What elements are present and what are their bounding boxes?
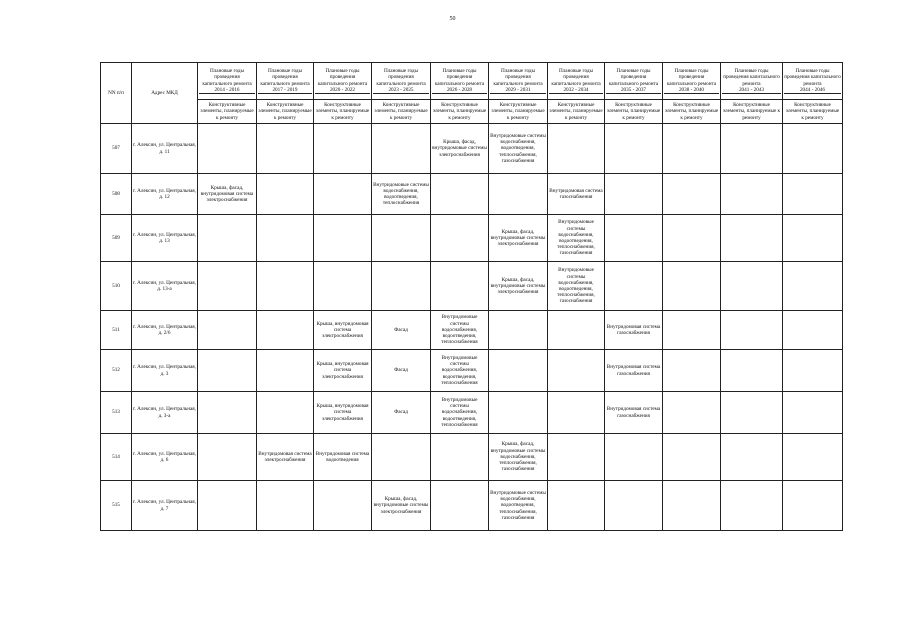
header-years-label: Плановые годы проведения капитального ремонта [723,68,780,87]
row-address: г. Алексин, ул. Центральная, д. 3-а [132,392,198,434]
header-period-range: 2014 - 2016 [199,87,255,94]
row-cell-period-7: Внутридомовая система газоснабжения [605,392,663,434]
row-cell-period-9 [721,481,783,531]
header-elements-label: Конструктивные элементы, планируемые к ремонту [257,100,314,124]
row-cell-period-3 [372,124,431,174]
row-cell-period-4: Внутридомовые системы водоснабжения, водоотведения, теплоснабжения [431,392,489,434]
row-cell-period-6 [548,481,605,531]
header-period-range: 2041 - 2043 [722,87,781,94]
table-row [101,350,843,392]
row-cell-period-10 [783,124,843,174]
header-period-4 [431,63,489,100]
row-address: г. Алексин, ул. Центральная, д. 13-а [132,262,198,311]
row-cell-period-1 [257,481,314,531]
table-row [101,262,843,311]
row-number: 512 [101,350,132,392]
header-period-range: 2044 - 2046 [784,87,841,94]
row-cell-period-1 [257,311,314,350]
header-elements-label: Конструктивные элементы, планируемые к ремонту [663,100,721,124]
row-number: 508 [101,174,132,215]
header-elements-label: Конструктивные элементы, планируемые к ремонту [721,100,783,124]
row-cell-period-8 [663,481,721,531]
row-address: г. Алексин, ул. Центральная, д. 2/6 [132,311,198,350]
row-cell-period-7 [605,262,663,311]
row-cell-period-1: Внутридомовая система электроснабжения [257,434,314,481]
header-years-label: Плановые годы проведения капитального ремонта [551,68,601,87]
row-cell-period-4 [431,262,489,311]
row-cell-period-8 [663,311,721,350]
header-period-range: 2020 - 2022 [315,87,370,94]
row-cell-period-6: Внутридомовая система газоснабжения [548,174,605,215]
row-cell-period-8 [663,215,721,262]
row-cell-period-8 [663,392,721,434]
row-cell-period-6: Внутридомовые системы водоснабжения, водоотведения, теплоснабжения, газоснабжения [548,215,605,262]
header-elements-label: Конструктивные элементы, планируемые к ремонту [431,100,489,124]
header-years-label: Плановые годы проведения капитального ремонта [317,68,368,87]
row-cell-period-2 [314,124,372,174]
row-number: 509 [101,215,132,262]
row-address: г. Алексин, ул. Центральная, д. 6 [132,434,198,481]
header-years-label: Плановые годы проведения капитального ремонта [434,68,485,87]
row-number: 510 [101,262,132,311]
row-address: г. Алексин, ул. Центральная, д. 12 [132,174,198,215]
row-cell-period-5: Крыша, фасад, внутридомовые системы электроснабжения [489,215,548,262]
table-row [101,215,843,262]
row-number: 515 [101,481,132,531]
header-period-range: 2017 - 2019 [258,87,312,94]
row-cell-period-0 [198,350,257,392]
header-period-2 [314,63,372,100]
row-cell-period-10 [783,434,843,481]
row-cell-period-3: Крыша, фасад, внутридомовые системы электроснабжения [372,481,431,531]
row-cell-period-8 [663,434,721,481]
row-cell-period-9 [721,311,783,350]
row-address: г. Алексин, ул. Центральная, д. 7 [132,481,198,531]
row-cell-period-4 [431,481,489,531]
row-cell-period-9 [721,262,783,311]
page-number: 50 [449,16,456,22]
header-period-range: 2035 - 2037 [606,87,661,94]
row-cell-period-1 [257,392,314,434]
header-elements-label: Конструктивные элементы, планируемые к ремонту [783,100,843,124]
row-cell-period-2 [314,174,372,215]
row-cell-period-10 [783,174,843,215]
row-cell-period-1 [257,350,314,392]
row-cell-period-2 [314,262,372,311]
row-cell-period-0: Крыша, фасад, внутридомовая система электроснабжения [198,174,257,215]
row-number: 514 [101,434,132,481]
row-cell-period-0 [198,262,257,311]
row-cell-period-5: Крыша, фасад, внутридомовые системы электроснабжения [489,262,548,311]
header-elements-label: Конструктивные элементы, планируемые к ремонту [548,100,605,124]
row-cell-period-2 [314,481,372,531]
table-row [101,174,843,215]
header-period-range: 2029 - 2031 [490,87,546,94]
capital-repair-schedule-table [100,62,843,531]
row-cell-period-10 [783,311,843,350]
row-cell-period-10 [783,215,843,262]
header-elements-label: Конструктивные элементы, планируемые к ремонту [489,100,548,124]
row-cell-period-7 [605,481,663,531]
header-period-6 [548,63,605,100]
row-cell-period-7 [605,174,663,215]
header-years-label: Плановые годы проведения капитального ремонта [784,68,841,87]
row-cell-period-4 [431,434,489,481]
row-cell-period-0 [198,434,257,481]
header-years-label: Плановые годы проведения капитального ремонта [666,68,717,87]
row-cell-period-6 [548,311,605,350]
row-cell-period-7 [605,434,663,481]
row-number: 511 [101,311,132,350]
row-cell-period-3: Фасад [372,311,431,350]
header-years-label: Плановые годы проведения капитального ремонта [260,68,310,87]
row-cell-period-9 [721,174,783,215]
row-cell-period-4 [431,174,489,215]
header-period-3 [372,63,431,100]
row-cell-period-5 [489,392,548,434]
row-cell-period-7: Внутридомовая система газоснабжения [605,350,663,392]
row-cell-period-9 [721,392,783,434]
row-cell-period-4: Крыша, фасад, внутридомовые системы электроснабжения [431,124,489,174]
row-cell-period-9 [721,434,783,481]
row-cell-period-3 [372,215,431,262]
row-cell-period-3 [372,434,431,481]
row-cell-period-6 [548,434,605,481]
table-row [101,434,843,481]
row-cell-period-0 [198,481,257,531]
header-period-range: 2023 - 2025 [373,87,429,94]
row-cell-period-1 [257,215,314,262]
row-cell-period-9 [721,215,783,262]
header-period-range: 2032 - 2034 [549,87,603,94]
row-cell-period-4: Внутридомовые системы водоснабжения, водоотведения, теплоснабжения [431,311,489,350]
header-period-1 [257,63,314,100]
row-cell-period-8 [663,262,721,311]
header-period-7 [605,63,663,100]
row-cell-period-10 [783,350,843,392]
row-cell-period-3 [372,262,431,311]
row-cell-period-2: Крыша, внутридомовая система электроснабжения [314,311,372,350]
row-cell-period-5 [489,174,548,215]
row-cell-period-5: Крыша, фасад, внутридомовые системы водоснабжения, теплоснабжения, газоснабжения [489,434,548,481]
table-row [101,481,843,531]
row-cell-period-3: Фасад [372,392,431,434]
row-cell-period-10 [783,481,843,531]
row-cell-period-8 [663,350,721,392]
header-elements-label: Конструктивные элементы, планируемые к ремонту [198,100,257,124]
row-cell-period-0 [198,215,257,262]
header-period-9 [721,63,783,100]
table-row [101,392,843,434]
row-address: г. Алексин, ул. Центральная, д. 3 [132,350,198,392]
row-cell-period-1 [257,174,314,215]
row-cell-period-9 [721,124,783,174]
row-cell-period-2 [314,215,372,262]
row-cell-period-1 [257,262,314,311]
row-cell-period-8 [663,124,721,174]
row-cell-period-7: Внутридомовая система газоснабжения [605,311,663,350]
row-cell-period-2: Крыша, внутридомовая система электроснабжения [314,392,372,434]
row-cell-period-10 [783,262,843,311]
header-years-label: Плановые годы проведения капитального ремонта [608,68,659,87]
row-address: г. Алексин, ул. Центральная, д. 11 [132,124,198,174]
row-cell-period-6 [548,350,605,392]
row-cell-period-0 [198,392,257,434]
header-elements-label: Конструктивные элементы, планируемые к ремонту [314,100,372,124]
header-elements-label: Конструктивные элементы, планируемые к ремонту [372,100,431,124]
row-cell-period-3: Внутридомовые системы водоснабжения, водоотведения, теплоснабжения [372,174,431,215]
row-address: г. Алексин, ул. Центральная, д. 13 [132,215,198,262]
row-cell-period-5: Внутридомовые системы водоснабжения, водоотведения, теплоснабжения, газоснабжения [489,124,548,174]
row-cell-period-7 [605,124,663,174]
header-period-range: 2038 - 2040 [664,87,719,94]
header-period-0 [198,63,257,100]
header-years-label: Плановые годы проведения капитального ремонта [493,68,543,87]
row-cell-period-2: Внутридомовая система водоотведения [314,434,372,481]
row-cell-period-3: Фасад [372,350,431,392]
row-number: 513 [101,392,132,434]
row-cell-period-2: Крыша, внутридомовая система электроснабжения [314,350,372,392]
header-period-10 [783,63,843,100]
row-cell-period-6 [548,124,605,174]
row-number: 507 [101,124,132,174]
row-cell-period-4 [431,215,489,262]
row-cell-period-7 [605,215,663,262]
row-cell-period-10 [783,392,843,434]
table-row [101,124,843,174]
row-cell-period-0 [198,311,257,350]
row-cell-period-4: Внутридомовые системы водоснабжения, водоотведения, теплоснабжения [431,350,489,392]
header-num: NN п/п [101,63,132,124]
header-years-label: Плановые годы проведения капитального ремонта [202,68,252,87]
header-years-label: Плановые годы проведения капитального ремонта [376,68,426,87]
row-cell-period-5 [489,311,548,350]
row-cell-period-0 [198,124,257,174]
row-cell-period-6 [548,392,605,434]
header-period-8 [663,63,721,100]
row-cell-period-6: Внутридомовые системы водоснабжения, водоотведения, теплоснабжения, газоснабжения [548,262,605,311]
header-elements-label: Конструктивные элементы, планируемые к ремонту [605,100,663,124]
header-period-5 [489,63,548,100]
row-cell-period-5 [489,350,548,392]
table-row [101,311,843,350]
row-cell-period-9 [721,350,783,392]
header-period-range: 2026 - 2028 [432,87,487,94]
row-cell-period-1 [257,124,314,174]
row-cell-period-8 [663,174,721,215]
row-cell-period-5: Внутридомовые системы водоснабжения, водоотведения, теплоснабжения, газоснабжения [489,481,548,531]
header-address: Адрес МКД [132,63,198,124]
